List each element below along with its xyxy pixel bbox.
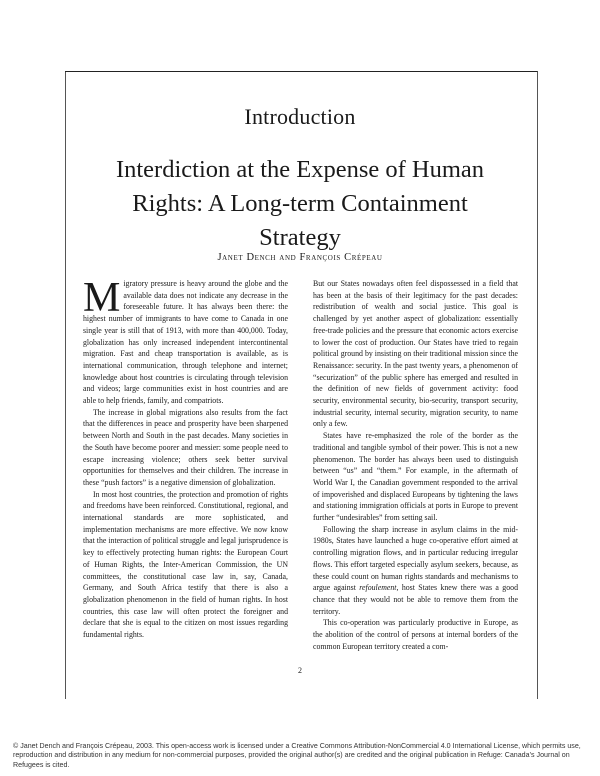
title-line-1: Interdiction at the Expense of Human	[115, 156, 485, 183]
paragraph: But our States nowadays often feel dispossessed in a field that has been at the basis of their legitimacy for the past decades: redistribution of wealth and social justice. This goal is challenged by yet another aspect of globalization: essentially free-trade policies and the pressure that economic actors exercise to lower the cost of production. Our States have tried to regain political ground by insisting on their traditional mission since the Renaissance: security. In the past twenty years, a phenomenon of “securization” of the public sphere has emerged and resulted in the definition of new fields of government activity: food security, environmental security, bio-security, transport security, industrial security, internal security, migration security, to name only a few.	[313, 279, 518, 429]
paragraph: This co-operation was particularly productive in Europe, as the abolition of the control of persons at internal borders of the common European territory created a com-	[313, 618, 518, 651]
article-title	[90, 153, 510, 255]
paragraph: The increase in global migrations also results from the fact that the differences in peace and prosperity have been sharpened between North and South in the past decades. Many societies in the South have become poorer and messier: some people need to escape increasing violence; others seek better survival opportunities for themselves and their children. The increase in these “push factors” is a negative dimension of globalization.	[83, 407, 288, 487]
authors: Janet Dench and François Crépeau	[217, 252, 383, 263]
paragraph: States have re-emphasized the role of the border as the traditional and tangible symbol of their power. This is not a new phenomenon. The border has always been used to distinguish between “us” and “them.” For example, in the aftermath of World War I, the Canadian government responded to the arrival of impoverished and displaced Europeans by tightening the laws and stationing immigration officials at ports in Europe to prevent further “undesirables” from setting sail.	[313, 431, 518, 523]
drop-cap: M	[83, 275, 121, 321]
page-number: 2	[298, 666, 302, 675]
title-line-2: Rights: A Long-term Containment Strategy	[132, 190, 468, 251]
right-column	[313, 278, 518, 653]
paragraph: Following the sharp increase in asylum claims in the mid-1980s, States have launched a huge co-operative effort aimed at controlling migration flows, and in particular reducing irregular flows. This effort targeted especially asylum seekers, because, as these could count on human rights standards and mechanisms to argue against refoulement, host States knew there was a good chance that they would not be able to remove them from the territory.	[313, 524, 518, 616]
section-label: Introduction	[244, 104, 356, 129]
license-footer: © Janet Dench and François Crépeau, 2003. This open-access work is licensed under a Creative Commons Attribution-NonCommercial 4.0 International License, which permits use, reproduction and distribution in any medium for non-commercial purposes, provided the original author(s) are credited and the original publication in Refuge: Canada’s Journal on Refugees is cited.	[13, 742, 581, 769]
left-column	[83, 275, 288, 641]
paragraph: In most host countries, the protection and promotion of rights and freedoms have been reinforced. Constitutional, regional, and international standards are more sophisticated, and implementation mechanisms are more effective. We now know that the interaction of political struggle and legal jurisprudence is key to effectively protecting human rights: the European Court of Human Rights, the Inter-American Commission, the UN committees, the constitutional case law in, say, Canada, Germany, and South Africa testify that there is also a globalization phenomenon in the field of human rights. In host countries, this case law will often protect the foreigner and declare that she is equal to the citizen on most issues regarding fundamental rights.	[83, 489, 288, 640]
top-rule	[65, 71, 537, 72]
paragraph: Migratory pressure is heavy around the globe and the available data does not indicate any decrease in the foreseeable future. It has always been there: the highest number of immigrants to have come to Canada in one single year is still that of 1913, with more than 400,000. Today, globalization has only increased independent intercontinental migration. Fast and cheap transportation is available, as is international communication, through telephone and internet; knowledge about host countries is circulating through television and videos; large communities exist in host countries and are able to help friends, family, and compatriots.	[83, 275, 288, 406]
